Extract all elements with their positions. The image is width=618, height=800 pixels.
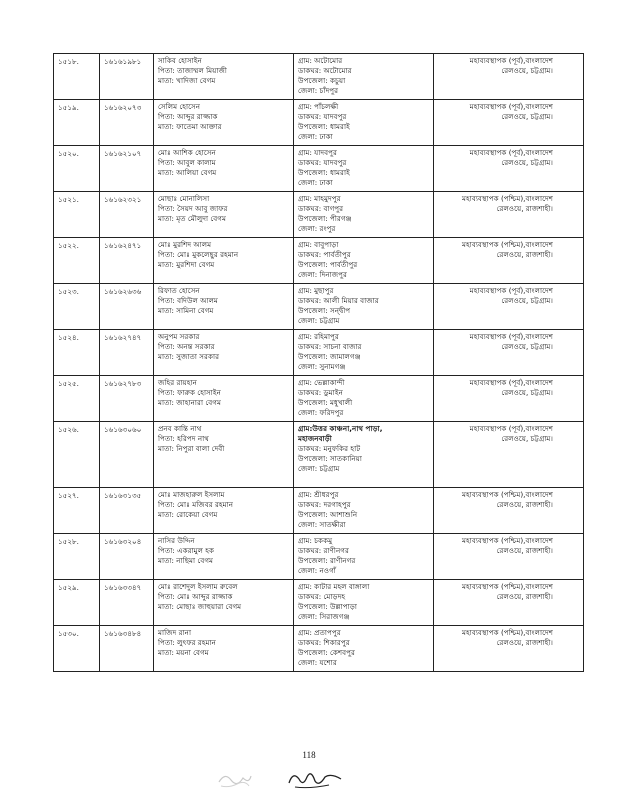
- village: গ্রাম: পাঁচলক্ষী: [298, 102, 339, 111]
- upazila: উপজেলা: পীরগঞ্জ: [298, 214, 352, 223]
- upazila: উপজেলা: সন্দ্বীপ: [298, 306, 351, 315]
- office-cell: [434, 422, 584, 488]
- post-office: ডাকঘর: যাদবপুর: [298, 158, 347, 167]
- address-cell: [294, 488, 434, 534]
- mother-name: মাতা: ফাতেমা আক্তার: [158, 122, 222, 131]
- office-line-1: মহাব্যবস্থাপক (পশ্চিম),বাংলাদেশ: [461, 628, 553, 637]
- serial-cell: ১৫২৩.: [54, 284, 100, 330]
- office-line-2: রেলওয়ে, চট্টগ্রাম।: [501, 342, 553, 351]
- father-name: পিতা: সৈয়দ আবু জাফর: [158, 204, 228, 213]
- candidate-list-sheet: [53, 53, 583, 672]
- table-row: [54, 284, 584, 330]
- office-line-1: মহাব্যবস্থাপক (পূর্ব),বাংলাদেশ: [469, 332, 553, 341]
- office-cell: [434, 192, 584, 238]
- mother-name: মাতা: খাদিজা বেগম: [158, 76, 216, 85]
- upazila: উপজেলা: পার্বতীপুর: [298, 260, 358, 269]
- district: জেলা: যশোর: [298, 658, 337, 667]
- upazila: উপজেলা: ধামরাই: [298, 122, 350, 131]
- village: গ্রাম: শ্রীধরপুর: [298, 490, 339, 499]
- name-cell: [154, 330, 294, 376]
- roll-cell: ১৬১৬২৭৪৭: [100, 330, 154, 376]
- serial-cell: ১৫২৯.: [54, 580, 100, 626]
- candidate-name: মোঃ মাজহারুল ইসলাম: [158, 490, 225, 499]
- table-row: [54, 54, 584, 100]
- name-cell: [154, 192, 294, 238]
- address-cell: [294, 54, 434, 100]
- office-line-1: মহাব্যবস্থাপক (পশ্চিম),বাংলাদেশ: [461, 582, 553, 591]
- office-line-2: রেলওয়ে, চট্টগ্রাম।: [501, 434, 553, 443]
- office-cell: [434, 238, 584, 284]
- father-name: পিতা: মোঃ মজিবর রহমান: [158, 500, 234, 509]
- address-cell: [294, 284, 434, 330]
- office-cell: [434, 284, 584, 330]
- district: জেলা: সুনামগঞ্জ: [298, 362, 346, 371]
- office-line-1: মহাব্যবস্থাপক (পশ্চিম),বাংলাদেশ: [461, 536, 553, 545]
- office-line-2: রেলওয়ে, রাজশাহী।: [496, 592, 553, 601]
- upazila: উপজেলা: ধামরাই: [298, 168, 350, 177]
- office-cell: [434, 488, 584, 534]
- roll-cell: ১৬১৬২৩২১: [100, 192, 154, 238]
- table-row: [54, 238, 584, 284]
- candidate-name: মোছাঃ মোনালিসা: [158, 194, 210, 203]
- name-cell: [154, 146, 294, 192]
- office-cell: [434, 534, 584, 580]
- post-office: ডাকঘর: বাগপুর: [298, 204, 344, 213]
- candidate-name: সেলিম হোসেন: [158, 102, 201, 111]
- village: গ্রাম: চককমু: [298, 536, 333, 545]
- candidate-name: প্রনব কান্তি নাথ: [158, 424, 202, 433]
- table-row: [54, 626, 584, 672]
- roll-cell: ১৬১৬৩০৬০: [100, 422, 154, 488]
- roll-cell: ১৬১৬২০৭৩: [100, 100, 154, 146]
- upazila: উপজেলা: সাতকানিয়া: [298, 454, 362, 463]
- table-row: [54, 100, 584, 146]
- serial-cell: ১৫২৬.: [54, 422, 100, 488]
- roll-cell: ১৬১৬৩২০৪: [100, 534, 154, 580]
- table-row: [54, 330, 584, 376]
- name-cell: [154, 488, 294, 534]
- office-line-2: রেলওয়ে, রাজশাহী।: [496, 250, 553, 259]
- district: জেলা: ঢাকা: [298, 178, 333, 187]
- district: জেলা: সিরাজগঞ্জ: [298, 612, 350, 621]
- name-cell: [154, 376, 294, 422]
- post-office: ডাকঘর: মোড়দহ: [298, 592, 346, 601]
- candidate-name: জহির রায়হান: [158, 378, 197, 387]
- mother-name: মাতা: রোকেয়া বেগম: [158, 510, 218, 519]
- father-name: পিতা: মোঃ আব্দুর রাজ্জাক: [158, 592, 233, 601]
- father-name: পিতা: তাজাম্মল মিয়াজী: [158, 66, 227, 75]
- serial-cell: ১৫২০.: [54, 146, 100, 192]
- upazila: উপজেলা: রাণীনগর: [298, 556, 356, 565]
- office-line-1: মহাব্যবস্থাপক (পশ্চিম),বাংলাদেশ: [461, 490, 553, 499]
- handwritten-signature-icon: [285, 765, 345, 793]
- village: গ্রাম: মাহমুদপুর: [298, 194, 341, 203]
- office-line-2: রেলওয়ে, রাজশাহী।: [496, 546, 553, 555]
- serial-cell: ১৫২৫.: [54, 376, 100, 422]
- candidate-name: মোঃ রাশেদুল ইসলাম রুবেল: [158, 582, 238, 591]
- table-row: [54, 192, 584, 238]
- name-cell: [154, 100, 294, 146]
- office-line-2: রেলওয়ে, চট্টগ্রাম।: [501, 66, 553, 75]
- roll-cell: ১৬১৬৩৪৮৪: [100, 626, 154, 672]
- address-cell: [294, 376, 434, 422]
- post-office: ডাকঘর: দরগাহপুর: [298, 500, 351, 509]
- office-line-2: রেলওয়ে, চট্টগ্রাম।: [501, 296, 553, 305]
- village: গ্রাম: মুছাপুর: [298, 286, 334, 295]
- candidate-name: মোঃ আশিক হোসেন: [158, 148, 216, 157]
- candidate-name: সাকিব হোসাইন: [158, 56, 202, 65]
- district: জেলা: ফরিদপুর: [298, 408, 344, 417]
- serial-cell: ১৫২১.: [54, 192, 100, 238]
- candidate-table: [53, 53, 584, 672]
- roll-cell: ১৬১৬২৬৩৬: [100, 284, 154, 330]
- office-line-1: মহাব্যবস্থাপক (পূর্ব),বাংলাদেশ: [469, 56, 553, 65]
- address-cell: [294, 422, 434, 488]
- office-cell: [434, 580, 584, 626]
- village-line-2: মহাজনবাড়ী: [298, 434, 332, 443]
- address-cell: [294, 100, 434, 146]
- office-cell: [434, 626, 584, 672]
- village: গ্রাম: বাবুপাড়া: [298, 240, 339, 249]
- office-line-2: রেলওয়ে, রাজশাহী।: [496, 204, 553, 213]
- candidate-name: অনুপম সরকার: [158, 332, 200, 341]
- father-name: পিতা: ফারুক হোসাইন: [158, 388, 221, 397]
- upazila: উপজেলা: মধুখালী: [298, 398, 353, 407]
- mother-name: মাতা: সুজাতা সরকার: [158, 352, 220, 361]
- upazila: উপজেলা: কেশবপুর: [298, 648, 355, 657]
- roll-cell: ১৬১৬৩১৩৫: [100, 488, 154, 534]
- office-cell: [434, 146, 584, 192]
- office-line-1: মহাব্যবস্থাপক (পশ্চিম),বাংলাদেশ: [461, 194, 553, 203]
- name-cell: [154, 422, 294, 488]
- table-row: [54, 376, 584, 422]
- faded-stamp-icon: [215, 768, 255, 792]
- post-office: ডাকঘর: মনুফকির হাট: [298, 444, 361, 453]
- table-row: [54, 488, 584, 534]
- table-row: [54, 422, 584, 488]
- post-office: ডাকঘর: শিকারপুর: [298, 638, 350, 647]
- district: জেলা: চট্টগ্রাম: [298, 464, 340, 473]
- district: জেলা: রংপুর: [298, 224, 336, 233]
- table-row: [54, 534, 584, 580]
- roll-cell: ১৬১৬২৪৭১: [100, 238, 154, 284]
- district: জেলা: চট্টগ্রাম: [298, 316, 340, 325]
- village: গ্রাম: কাটার মহল বাঙ্গালা: [298, 582, 370, 591]
- serial-cell: ১৫১৯.: [54, 100, 100, 146]
- candidate-name: রিফাত হোসেন: [158, 286, 200, 295]
- mother-name: মাতা: নিপুরা বালা দেবী: [158, 444, 225, 453]
- post-office: ডাকঘর: আলী মিয়ার বাজার: [298, 296, 379, 305]
- mother-name: মাতা: মৃত মৌলুদা বেগম: [158, 214, 227, 223]
- address-cell: [294, 146, 434, 192]
- name-cell: [154, 534, 294, 580]
- address-cell: [294, 580, 434, 626]
- post-office: ডাকঘর: যাদবপুর: [298, 112, 347, 121]
- address-cell: [294, 626, 434, 672]
- office-cell: [434, 100, 584, 146]
- name-cell: [154, 580, 294, 626]
- page-number: 118: [302, 750, 316, 760]
- serial-cell: ১৫২৭.: [54, 488, 100, 534]
- office-cell: [434, 330, 584, 376]
- table-row: [54, 580, 584, 626]
- candidate-name: নাসির উদ্দিন: [158, 536, 195, 545]
- address-cell: [294, 192, 434, 238]
- district: জেলা: নওগাঁ: [298, 566, 336, 575]
- address-cell: [294, 330, 434, 376]
- office-line-1: মহাব্যবস্থাপক (পূর্ব),বাংলাদেশ: [469, 286, 553, 295]
- name-cell: [154, 626, 294, 672]
- village: গ্রাম:উত্তর কাঞ্চনা,নাথ পাড়া,: [298, 424, 383, 433]
- address-cell: [294, 238, 434, 284]
- father-name: পিতা: হরিপদ নাথ: [158, 434, 209, 443]
- father-name: পিতা: অনন্ত সরকার: [158, 342, 215, 351]
- office-line-2: রেলওয়ে, চট্টগ্রাম।: [501, 158, 553, 167]
- mother-name: মাতা: আলিয়া বেগম: [158, 168, 217, 177]
- roll-cell: ১৬১৬১৯৮১: [100, 54, 154, 100]
- post-office: ডাকঘর: সাচনা বাজার: [298, 342, 362, 351]
- upazila: উপজেলা: কচুয়া: [298, 76, 346, 85]
- name-cell: [154, 284, 294, 330]
- village: গ্রাম: অটোমোর: [298, 56, 343, 65]
- serial-cell: ১৫৩০.: [54, 626, 100, 672]
- mother-name: মাতা: সামিনা বেগম: [158, 306, 214, 315]
- post-office: ডাকঘর: রাণীনগর: [298, 546, 349, 555]
- office-line-1: মহাব্যবস্থাপক (পূর্ব),বাংলাদেশ: [469, 378, 553, 387]
- district: জেলা: চাঁদপুর: [298, 86, 339, 95]
- father-name: পিতা: বদিউল আলম: [158, 296, 218, 305]
- village: গ্রাম: ভেল্লাকান্দী: [298, 378, 345, 387]
- mother-name: মাতা: মোছাঃ জাহুয়ারা বেগম: [158, 602, 242, 611]
- name-cell: [154, 238, 294, 284]
- roll-cell: ১৬১৬২১০৭: [100, 146, 154, 192]
- upazila: উপজেলা: উল্লাপাড়া: [298, 602, 357, 611]
- address-cell: [294, 534, 434, 580]
- father-name: পিতা: আব্দুর রাজ্জাক: [158, 112, 218, 121]
- mother-name: মাতা: জাহানারা বেগম: [158, 398, 221, 407]
- post-office: ডাকঘর: ডুমাইন: [298, 388, 343, 397]
- village: গ্রাম: রহিমাপুর: [298, 332, 339, 341]
- district: জেলা: ঢাকা: [298, 132, 333, 141]
- office-line-2: রেলওয়ে, চট্টগ্রাম।: [501, 112, 553, 121]
- serial-cell: ১৫২৪.: [54, 330, 100, 376]
- district: জেলা: দিনাজপুর: [298, 270, 347, 279]
- candidate-name: মাজিদ রানা: [158, 628, 192, 637]
- office-line-2: রেলওয়ে, রাজশাহী।: [496, 500, 553, 509]
- mother-name: মাতা: ময়না বেগম: [158, 648, 209, 657]
- district: জেলা: সাতক্ষীরা: [298, 520, 346, 529]
- post-office: ডাকঘর: অটোমোর: [298, 66, 352, 75]
- upazila: উপজেলা: আশাশুনি: [298, 510, 358, 519]
- office-line-1: মহাব্যবস্থাপক (পূর্ব),বাংলাদেশ: [469, 424, 553, 433]
- mother-name: মাতা: মুরশিদা বেগম: [158, 260, 215, 269]
- serial-cell: ১৫২৮.: [54, 534, 100, 580]
- office-line-2: রেলওয়ে, রাজশাহী।: [496, 638, 553, 647]
- mother-name: মাতা: নাছিমা বেগম: [158, 556, 214, 565]
- serial-cell: ১৫২২.: [54, 238, 100, 284]
- village: গ্রাম: যাদবপুর: [298, 148, 337, 157]
- office-line-1: মহাব্যবস্থাপক (পূর্ব),বাংলাদেশ: [469, 148, 553, 157]
- table-row: [54, 146, 584, 192]
- father-name: পিতা: মোঃ মুকলেছুর রহমান: [158, 250, 239, 259]
- office-line-2: রেলওয়ে, চট্টগ্রাম।: [501, 388, 553, 397]
- upazila: উপজেলা: জামালগঞ্জ: [298, 352, 361, 361]
- office-cell: [434, 54, 584, 100]
- roll-cell: ১৬১৬৩৩৪৭: [100, 580, 154, 626]
- roll-cell: ১৬১৬২৭৮৩: [100, 376, 154, 422]
- office-cell: [434, 376, 584, 422]
- serial-cell: ১৫১৮.: [54, 54, 100, 100]
- candidate-name: মোঃ মুরশিদ আলম: [158, 240, 212, 249]
- father-name: পিতা: লুৎফর রহমান: [158, 638, 216, 647]
- post-office: ডাকঘর: পার্বতীপুর: [298, 250, 351, 259]
- father-name: পিতা: আবুল কালাম: [158, 158, 216, 167]
- father-name: পিতা: একরামুল হক: [158, 546, 215, 555]
- village: গ্রাম: প্রতাপপুর: [298, 628, 341, 637]
- office-line-1: মহাব্যবস্থাপক (পশ্চিম),বাংলাদেশ: [461, 240, 553, 249]
- name-cell: [154, 54, 294, 100]
- office-line-1: মহাব্যবস্থাপক (পূর্ব),বাংলাদেশ: [469, 102, 553, 111]
